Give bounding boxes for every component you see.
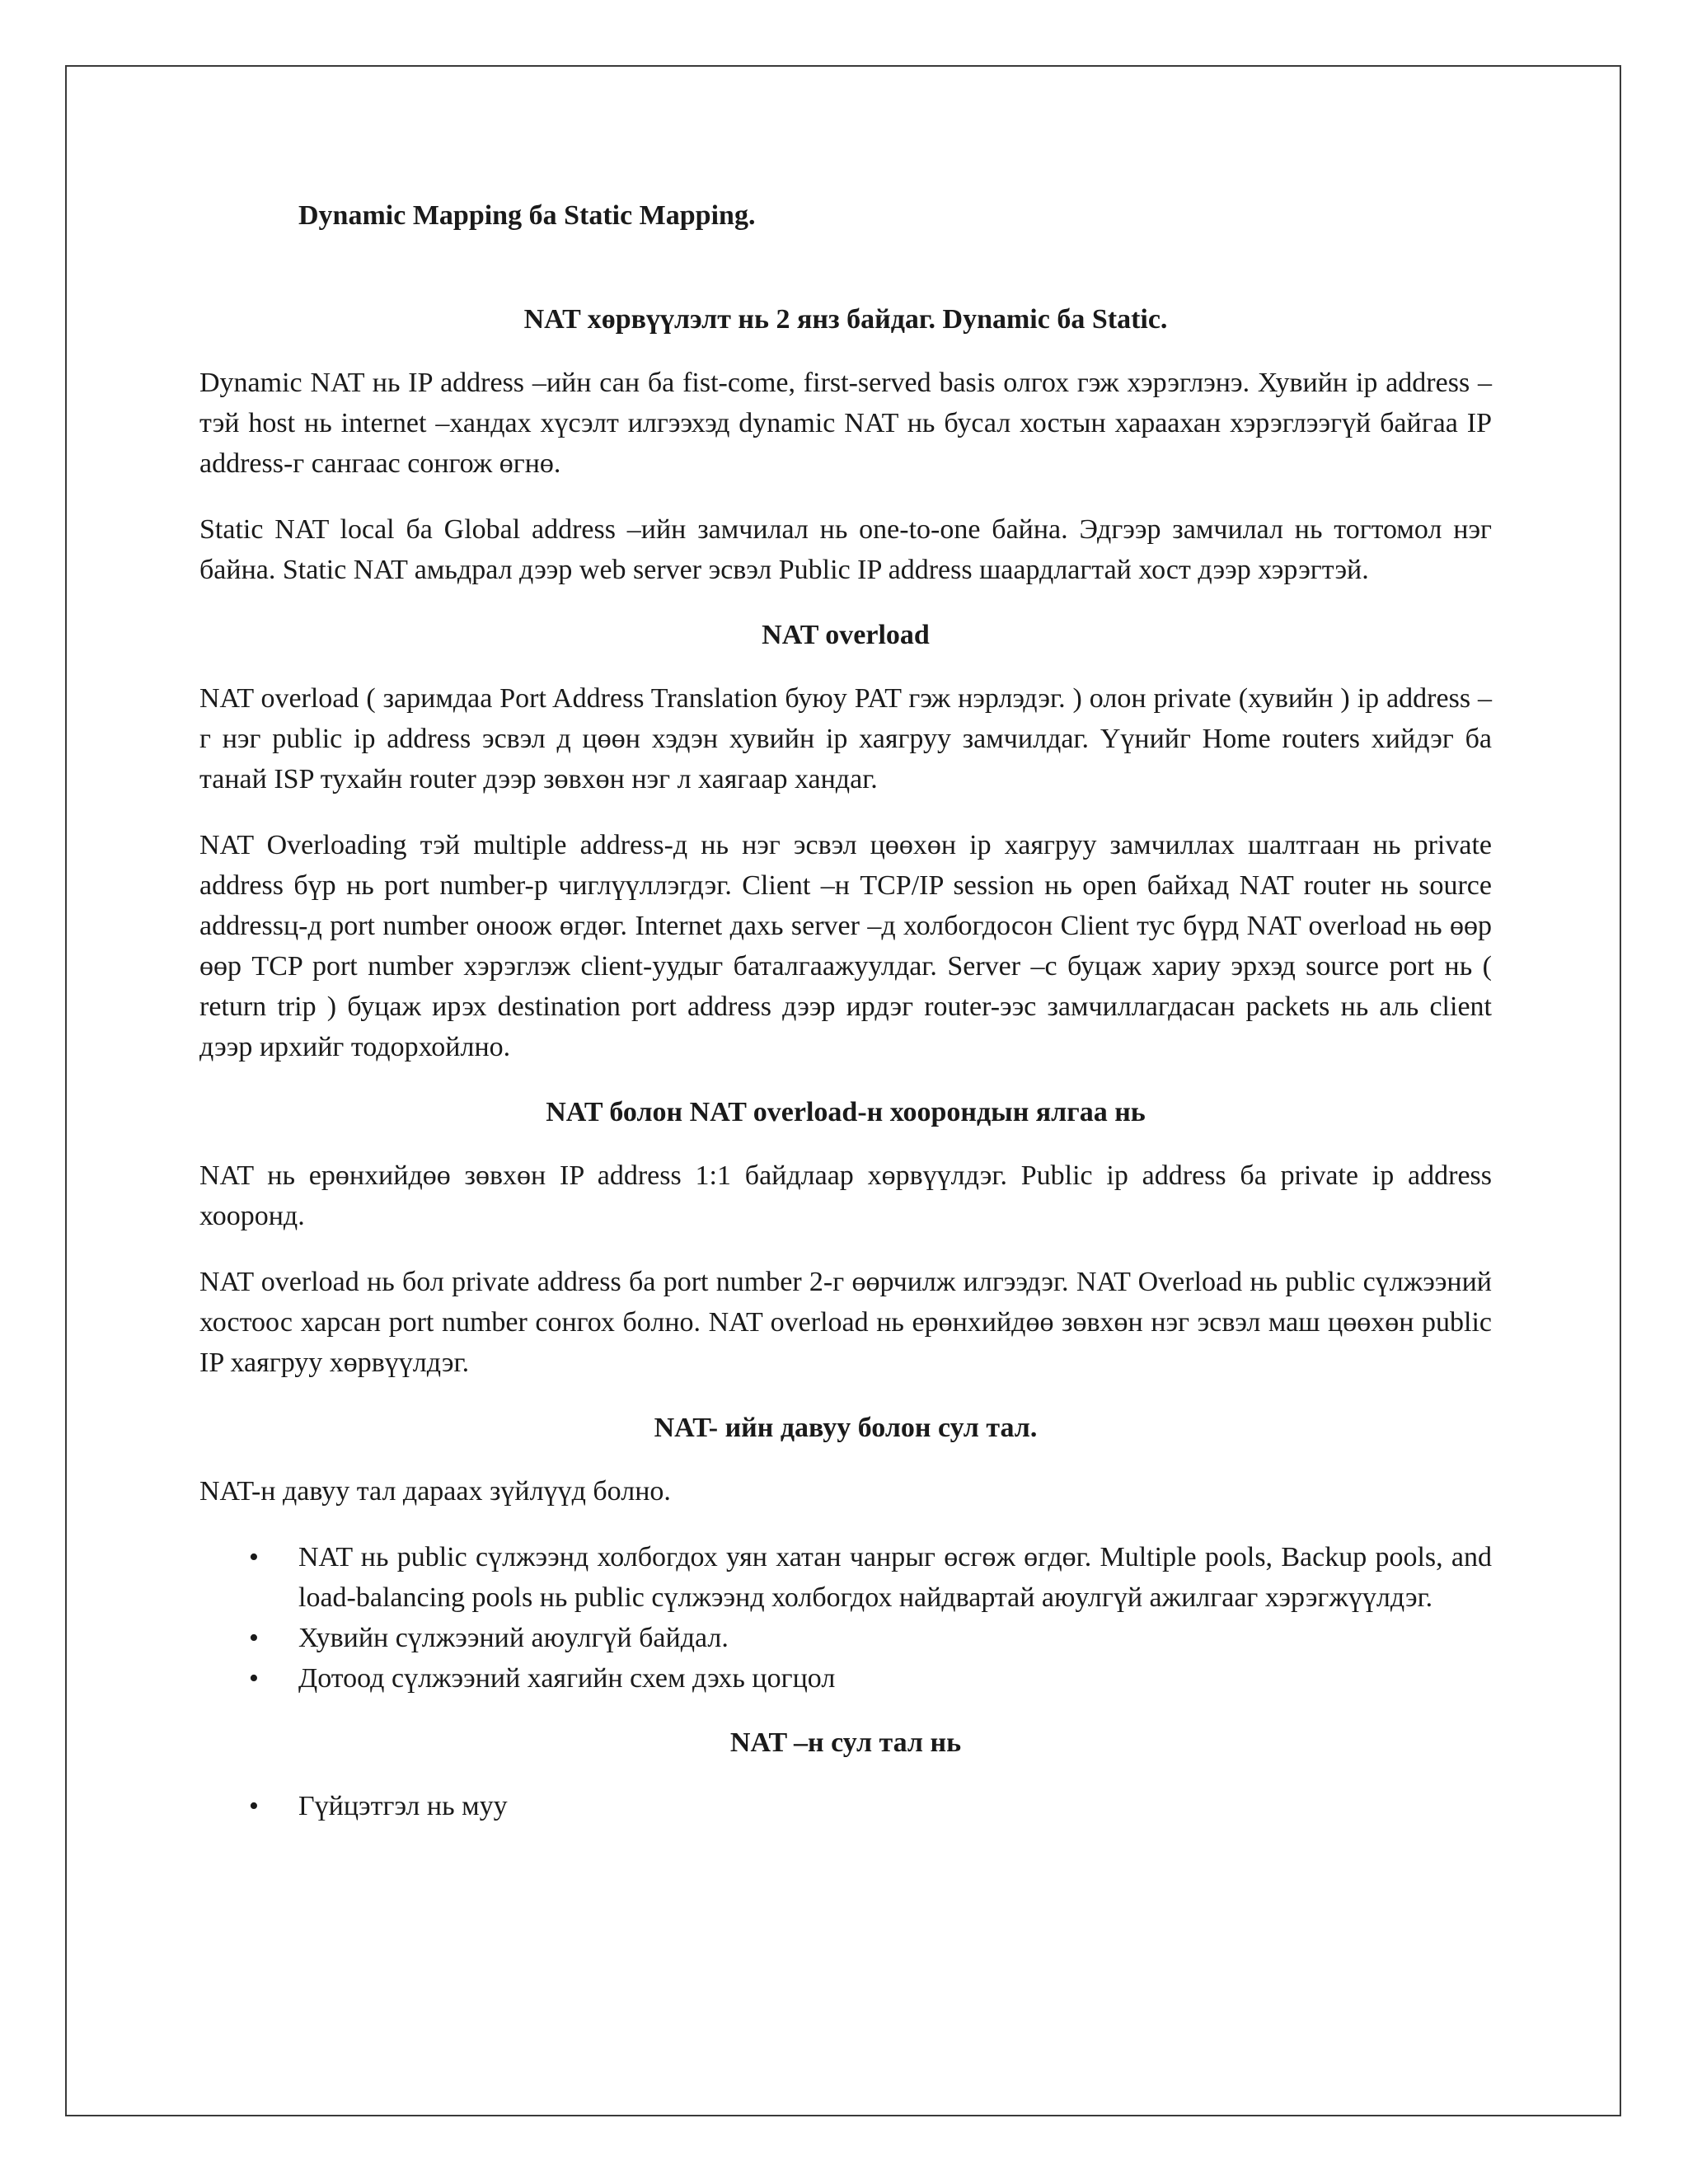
list-item bbox=[199, 1786, 1492, 1826]
paragraph-nat-overloading-detail: NAT Overloading тэй multiple address-д нь нэг эсвэл цөөхөн ip хаягруу замчиллах шалтгаан нь private address бүр нь port number-р чиглүүллэгдэг. Client –н TCP/IP session нь open байхад NAT router нь source addressц-д port number оноож өгдөг. Internet дахь server –д холбогдосон Client тус бүрд NAT overload нь өөр өөр TCP port number хэрэглэж client-уудыг баталгаажуулдаг. Server –с буцаж хариу эрхэд source port нь ( return trip ) буцаж ирэх destination port address дээр ирдэг router-ээс замчиллагдасан packets нь аль client дээр ирхийг тодорхойлно. bbox=[199, 830, 1492, 1062]
bullet-icon: • bbox=[249, 1542, 259, 1572]
list-item-text: Хувийн сүлжээний аюулгүй байдал. bbox=[298, 1623, 729, 1653]
bullet-icon: • bbox=[249, 1623, 259, 1653]
heading-disadvantages: NAT –н сул тал нь bbox=[729, 1727, 962, 1758]
list-item bbox=[199, 1658, 1492, 1699]
heading-nat-overload: NAT overload bbox=[762, 620, 930, 650]
document-title: Dynamic Mapping ба Static Mapping. bbox=[298, 200, 756, 231]
paragraph-static-nat: Static NAT local ба Global address –ийн замчилал нь one-to-one байна. Эдгээр замчилал нь тогтомол нэг байна. Static NAT амьдрал дээр web server эсвэл Public IP address шаардлагтай хост дээр хэрэгтэй. bbox=[199, 514, 1492, 585]
disadvantages-list bbox=[199, 1786, 1492, 1826]
paragraph-dynamic-nat: Dynamic NAT нь IP address –ийн сан ба fist-come, first-served basis олгох гэж хэрэглэнэ. Хувийн ip address –тэй host нь internet –хандах хүсэлт илгээхэд dynamic NAT нь бусал хостын хараахан хэрэглээгүй байгаа IP address-г сангаас сонгож өгнө. bbox=[199, 368, 1492, 479]
paragraph-nat-overload-ports: NAT overload нь бол private address ба port number 2-г өөрчилж илгээдэг. NAT Overload нь public сүлжээний хостоос харсан port number сонгох болно. NAT overload нь ерөнхийдөө зөвхөн нэг эсвэл маш цөөхөн public IP хаягруу хөрвүүлдэг. bbox=[199, 1267, 1492, 1378]
document-body bbox=[199, 196, 1492, 1851]
paragraph-nat-overload-intro: NAT overload ( заримдаа Port Address Translation буюу PAT гэж нэрлэдэг. ) олон private (хувийн ) ip address –г нэг public ip address эсвэл д цөөн хэдэн хувийн ip хаягруу замчилдаг. Үүнийг Home routers хийдэг ба танай ISP тухайн router дээр зөвхөн нэг л хаягаар хандаг. bbox=[199, 683, 1492, 794]
list-item bbox=[199, 1537, 1492, 1618]
list-item-text: NAT нь public сүлжээнд холбогдох уян хатан чанрыг өсгөж өгдөг. Multiple pools, Backup pools, and load-balancing pools нь public сүлжээнд холбогдох найдвартай аюулгүй ажилгааг хэрэгжүүлдэг. bbox=[298, 1542, 1492, 1613]
heading-pros-cons: NAT- ийн давуу болон сул тал. bbox=[654, 1413, 1038, 1443]
bullet-icon: • bbox=[249, 1791, 259, 1821]
paragraph-advantages-intro: NAT-н давуу тал дараах зүйлүүд болно. bbox=[199, 1476, 671, 1507]
list-item-text: Гүйцэтгэл нь муу bbox=[298, 1791, 508, 1821]
heading-nat-difference: NAT болон NAT overload-н хоорондын ялгаа нь bbox=[546, 1097, 1146, 1127]
advantages-list bbox=[199, 1537, 1492, 1699]
list-item bbox=[199, 1618, 1492, 1658]
heading-nat-types: NAT хөрвүүлэлт нь 2 янз байдаг. Dynamic ба Static. bbox=[523, 304, 1168, 335]
paragraph-nat-one-to-one: NAT нь ерөнхийдөө зөвхөн IP address 1:1 байдлаар хөрвүүлдэг. Public ip address ба private ip address хооронд. bbox=[199, 1160, 1492, 1231]
bullet-icon: • bbox=[249, 1663, 259, 1694]
list-item-text: Дотоод сүлжээний хаягийн схем дэхь цогцол bbox=[298, 1663, 836, 1694]
